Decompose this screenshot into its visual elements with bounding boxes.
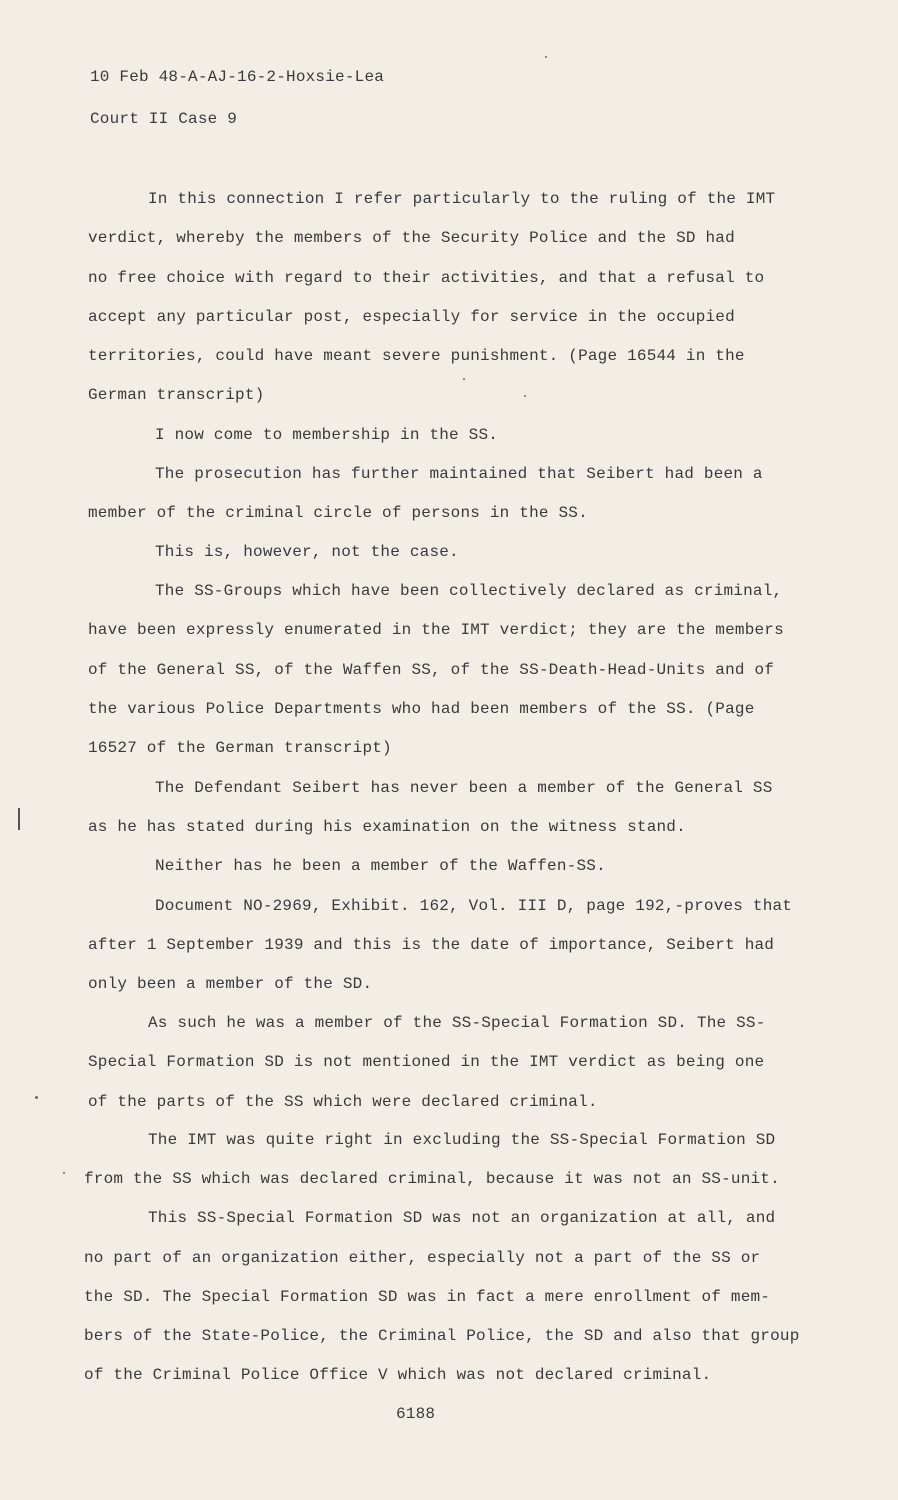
text-line: The prosecution has further maintained that Seibert had been a (155, 465, 763, 483)
text-line: This is, however, not the case. (155, 543, 459, 561)
paper-speck (63, 1172, 65, 1174)
text-line: only been a member of the SD. (88, 975, 373, 993)
text-line: verdict, whereby the members of the Security Police and the SD had (88, 229, 735, 247)
text-line: member of the criminal circle of persons in the SS. (88, 504, 588, 522)
text-line: accept any particular post, especially for service in the occupied (88, 308, 735, 326)
text-line: The Defendant Seibert has never been a member of the General SS (155, 779, 773, 797)
text-line: of the Criminal Police Office V which was not declared criminal. (84, 1366, 712, 1384)
text-line: bers of the State-Police, the Criminal Police, the SD and also that group (84, 1327, 800, 1345)
text-line: from the SS which was declared criminal, because it was not an SS-unit. (84, 1170, 780, 1188)
text-line: have been expressly enumerated in the IMT verdict; they are the members (88, 621, 784, 639)
paper-speck (463, 378, 465, 380)
text-line: of the General SS, of the Waffen SS, of the SS-Death-Head-Units and of (88, 661, 775, 679)
text-line: after 1 September 1939 and this is the date of importance, Seibert had (88, 936, 775, 954)
text-line: Neither has he been a member of the Waffen-SS. (155, 857, 606, 875)
text-line: 16527 of the German transcript) (88, 739, 392, 757)
page-number: 6188 (396, 1405, 436, 1423)
court-case-label: Court II Case 9 (90, 110, 238, 128)
text-line: As such he was a member of the SS-Special Formation SD. The SS- (148, 1014, 766, 1032)
text-line: I now come to membership in the SS. (155, 426, 499, 444)
text-line: the SD. The Special Formation SD was in fact a mere enrollment of mem- (84, 1288, 771, 1306)
text-line: This SS-Special Formation SD was not an organization at all, and (148, 1209, 776, 1227)
margin-mark (18, 808, 20, 830)
text-line: In this connection I refer particularly to the ruling of the IMT (148, 190, 776, 208)
text-line: The IMT was quite right in excluding the SS-Special Formation SD (148, 1131, 776, 1149)
text-line: Special Formation SD is not mentioned in the IMT verdict as being one (88, 1053, 765, 1071)
paper-speck (545, 56, 547, 58)
text-line: of the parts of the SS which were declared criminal. (88, 1093, 598, 1111)
paper-speck (524, 395, 526, 397)
document-reference: 10 Feb 48-A-AJ-16-2-Hoxsie-Lea (90, 68, 385, 86)
text-line: the various Police Departments who had been members of the SS. (Page (88, 700, 755, 718)
text-line: The SS-Groups which have been collectively declared as criminal, (155, 582, 783, 600)
text-line: no free choice with regard to their activities, and that a refusal to (88, 269, 765, 287)
text-line: no part of an organization either, especially not a part of the SS or (84, 1249, 761, 1267)
text-line: Document NO-2969, Exhibit. 162, Vol. III D, page 192,-proves that (155, 897, 793, 915)
text-line: as he has stated during his examination on the witness stand. (88, 818, 686, 836)
paper-speck (35, 1096, 38, 1099)
text-line: territories, could have meant severe punishment. (Page 16544 in the (88, 347, 745, 365)
text-line: German transcript) (88, 386, 265, 404)
